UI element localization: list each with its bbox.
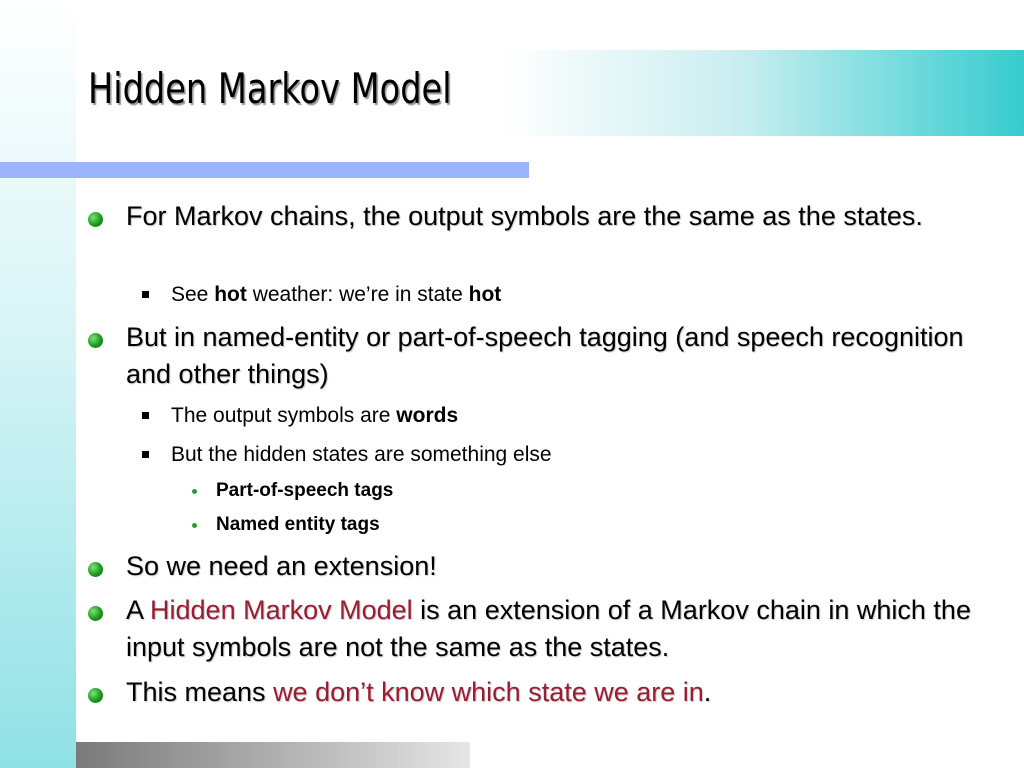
text-segment: is an extension of a Markov chain in which the input symbols are not the same as the states. (126, 595, 971, 662)
bullet-hmm-definition (126, 592, 986, 666)
text-segment: This means (126, 677, 274, 707)
text-segment: . (703, 677, 712, 707)
text-segment: weather: we’re in state (246, 283, 469, 306)
slide-title: Hidden Markov Model (88, 64, 452, 113)
square-bullet-icon (142, 451, 149, 458)
sub-sub-bullet-ne-tags: Named entity tags (216, 514, 380, 535)
bullet-this-means (126, 674, 986, 711)
bold-word-hot: hot (214, 283, 247, 306)
small-dot-icon (192, 489, 197, 494)
highlight-hmm: Hidden Markov Model (150, 595, 413, 625)
bullet-dot-icon (88, 562, 103, 577)
sub-bullet-hidden-states: But the hidden states are something else (171, 443, 552, 466)
square-bullet-icon (142, 291, 149, 298)
sub-bullet-output-symbols (171, 402, 458, 430)
text-segment: A (126, 595, 151, 625)
small-dot-icon (192, 523, 197, 528)
bullet-dot-icon (88, 333, 103, 348)
bold-word-hot: hot (468, 283, 502, 306)
square-bullet-icon (142, 412, 149, 419)
text-segment: The output symbols are (171, 404, 397, 427)
bold-word-words: words (396, 404, 459, 427)
bullet-dot-icon (88, 606, 103, 621)
text-segment: See (171, 283, 215, 306)
bullet-named-entity: But in named-entity or part-of-speech tagging (and speech recognition and other things) (126, 322, 964, 389)
bullet-dot-icon (88, 688, 103, 703)
bullet-markov-chains: For Markov chains, the output symbols are the same as the states. (126, 201, 923, 231)
sub-bullet-hot-weather (171, 281, 501, 309)
bullet-need-extension: So we need an extension! (126, 551, 437, 581)
footer-gradient-bar (76, 742, 470, 768)
highlight-unknown-state: we don’t know which state we are in (273, 677, 704, 707)
bullet-dot-icon (88, 212, 103, 227)
sub-sub-bullet-pos-tags: Part-of-speech tags (216, 480, 394, 501)
